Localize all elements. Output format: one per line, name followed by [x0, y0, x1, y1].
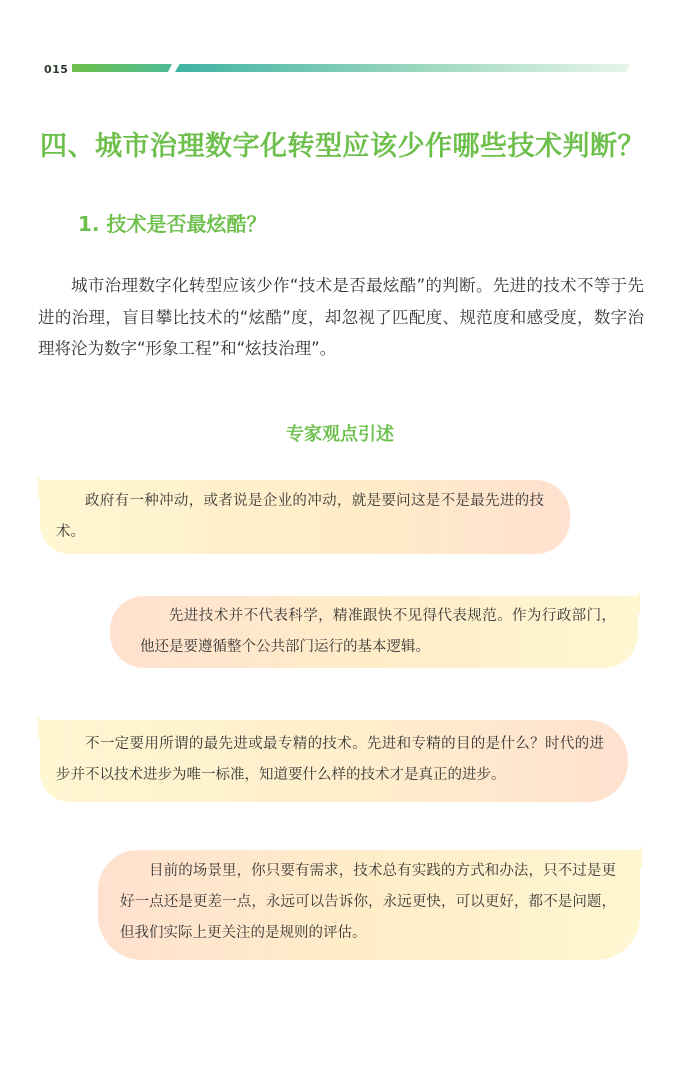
bubble-tail-right [622, 592, 640, 614]
expert-quotes-heading: 专家观点引述 [286, 424, 394, 445]
quote-text-3: 不一定要用所谓的最先进或最专精的技术。先进和专精的目的是什么？时代的进步并不以技术进步为唯一标准，知道要什么样的技术才是真正的进步。 [56, 736, 604, 783]
quote-text-2: 先进技术并不代表科学，精准跟快不见得代表规范。作为行政部门，他还是要遵循整个公共部门运行的基本逻辑。 [140, 608, 616, 655]
sub-title: 1. 技术是否最炫酷？ [78, 212, 267, 236]
body-paragraph: 城市治理数字化转型应该少作“技术是否最炫酷”的判断。先进的技术不等于先进的治理，盲目攀比技术的“炫酷”度，却忽视了匹配度、规范度和感受度，数字治理将沦为数字“形象工程”和“炫技治理”。 [38, 276, 644, 358]
quote-bubble-3 [40, 720, 628, 802]
bubble-tail-left [38, 716, 56, 738]
quote-text-4: 目前的场景里，你只要有需求，技术总有实践的方式和办法，只不过是更好一点还是更差一点，永远可以告诉你，永远更快，可以更好，都不是问题，但我们实际上更关注的是规则的评估。 [120, 863, 616, 941]
quote-text-1: 政府有一种冲动，或者说是企业的冲动，就是要问这是不是最先进的技术。 [56, 493, 544, 540]
header-accent-bar-right [175, 64, 630, 72]
bubble-tail-right [624, 846, 642, 868]
header-accent-bar-left [72, 64, 172, 72]
quote-bubble-2 [110, 596, 638, 668]
quote-bubble-1 [40, 480, 570, 554]
quote-bubble-4 [98, 850, 640, 960]
section-title: 四、城市治理数字化转型应该少作哪些技术判断？ [40, 131, 645, 162]
page-number: 015 [44, 63, 69, 76]
bubble-tail-left [38, 476, 56, 498]
